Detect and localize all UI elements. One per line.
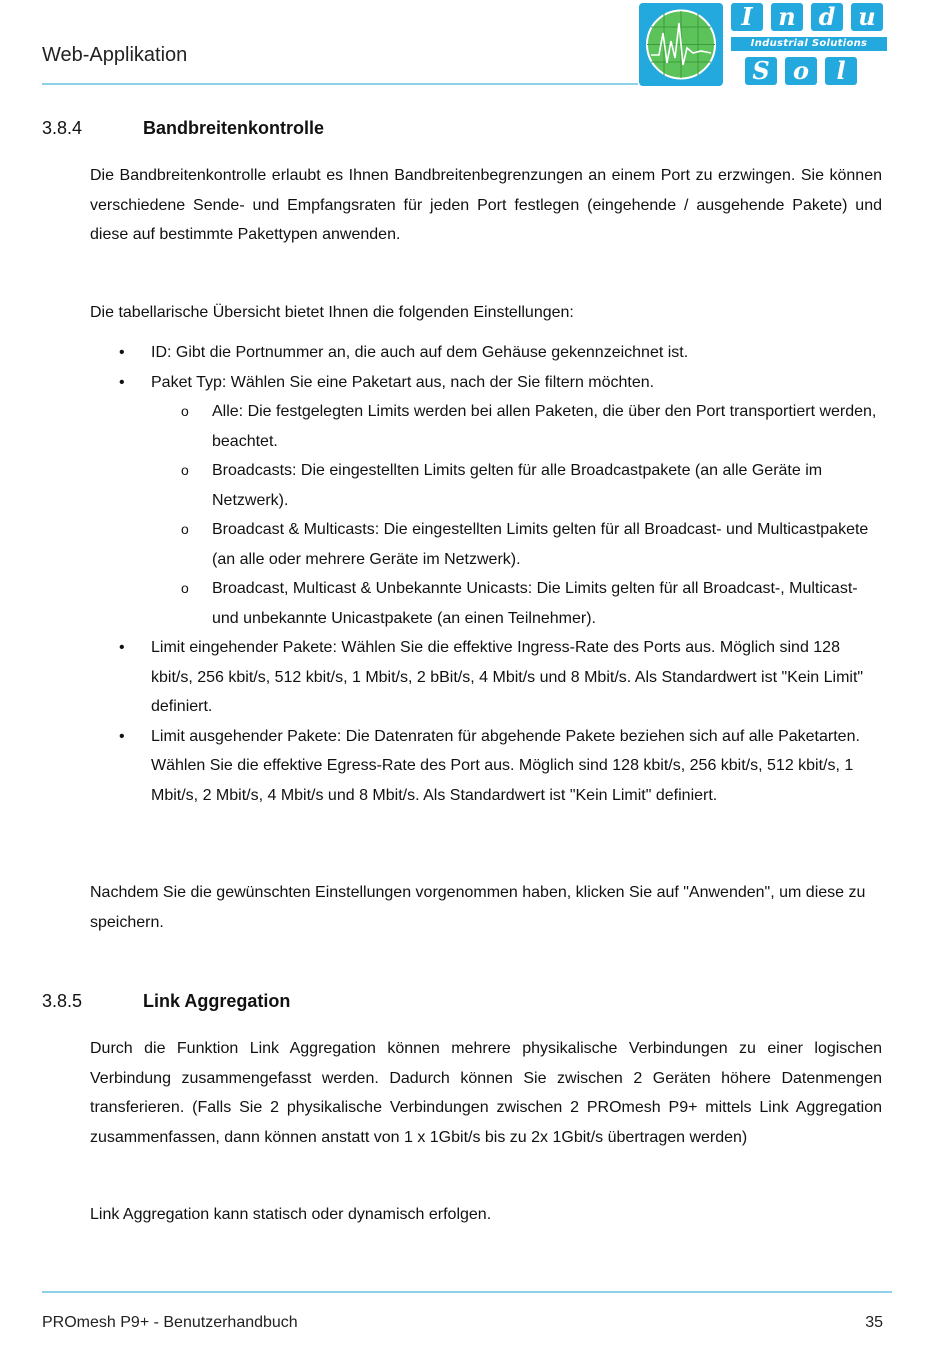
section-heading-3-8-5 <box>42 991 290 1012</box>
logo-wordmark <box>731 3 891 87</box>
page-number: 35 <box>865 1314 883 1331</box>
logo-letter: n <box>771 3 803 31</box>
section-number: 3.8.5 <box>42 991 83 1011</box>
indusol-logo <box>639 3 891 87</box>
section-title: Link Aggregation <box>143 991 291 1011</box>
sublist-item <box>151 515 882 574</box>
section-heading-3-8-4 <box>42 118 324 139</box>
closing-paragraph: Nachdem Sie die gewünschten Einstellungen vorgenommen haben, klicken Sie auf "Anwenden", um diese zu speichern. <box>90 884 866 931</box>
logo-letter: l <box>825 57 857 85</box>
sublist-item <box>151 574 882 633</box>
sublist-item <box>151 456 882 515</box>
list-item-id <box>90 338 882 368</box>
sublist-item-text: Alle: Die festgelegten Limits werden bei allen Paketen, die über den Port transportiert werden, beachtet. <box>212 403 877 450</box>
list-item-text: ID: Gibt die Portnummer an, die auch auf dem Gehäuse gekennzeichnet ist. <box>151 344 689 361</box>
section-title: Bandbreitenkontrolle <box>143 118 325 138</box>
list-item-text: Limit ausgehender Pakete: Die Datenraten für abgehende Pakete beziehen sich auf alle Paketarten. Wählen Sie die effektive Egress-Rate des Port aus. Möglich sind 128 kbit/s, 256 kbit/s, 512 kbit/s, 1 Mbit/s, 2 Mbit/s, 4 Mbit/s und 8 Mbit/s. Als Standardwert ist "Kein Limit" definiert. <box>151 727 860 804</box>
logo-tagline: Industrial Solutions <box>731 37 887 51</box>
logo-letter: S <box>745 57 777 85</box>
header-title: Web-Applikation <box>42 44 188 66</box>
list-item-limit-in <box>90 633 882 722</box>
logo-letter: o <box>785 57 817 85</box>
logo-letter: I <box>731 3 763 31</box>
sublist-item <box>151 397 882 456</box>
list-item-limit-out <box>90 722 882 811</box>
list-item-paket-typ <box>90 368 882 634</box>
bandwidth-intro-paragraph: Die Bandbreitenkontrolle erlaubt es Ihnen Bandbreitenbegrenzungen an einem Port zu erzwingen. Sie können verschiedene Sende- und Empfangsraten für jeden Port festlegen (eingehende / ausgehende Pakete) und diese auf bestimmte Pakettypen anwenden. <box>90 167 882 243</box>
footer-doc-title: PROmesh P9+ - Benutzerhandbuch <box>42 1314 298 1331</box>
list-item-text: Limit eingehender Pakete: Wählen Sie die effektive Ingress-Rate des Ports aus. Möglich sind 128 kbit/s, 256 kbit/s, 512 kbit/s, 1 Mbit/s, 2 bBit/s, 4 Mbit/s und 8 Mbit/s. Als Standardwert ist "Kein Limit" definiert. <box>151 639 864 715</box>
link-aggregation-modes-paragraph: Link Aggregation kann statisch oder dynamisch erfolgen. <box>90 1206 492 1223</box>
footer-rule <box>42 1291 892 1293</box>
sublist-item-text: Broadcast & Multicasts: Die eingestellten Limits gelten für all Broadcast- und Multicastpakete (an alle oder mehrere Geräte im Netzwerk). <box>212 521 869 568</box>
overview-paragraph: Die tabellarische Übersicht bietet Ihnen die folgenden Einstellungen: <box>90 304 574 321</box>
header-rule <box>42 83 638 85</box>
section-number: 3.8.4 <box>42 118 83 138</box>
link-aggregation-paragraph: Durch die Funktion Link Aggregation können mehrere physikalische Verbindungen zu einer logischen Verbindung zusammengefasst werden. Dadurch können Sie zwischen 2 Geräten höhere Datenmengen transferieren. (Falls Sie 2 physikalische Verbindungen zwischen 2 PROmesh P9+ mittels Link Aggregation zusammenfassen, dann können anstatt von 1 x 1Gbit/s bis zu 2x 1Gbit/s übertragen werden) <box>90 1040 882 1146</box>
paket-typ-sublist <box>151 397 882 633</box>
logo-letter: u <box>851 3 883 31</box>
settings-list <box>90 338 882 810</box>
sublist-item-text: Broadcast, Multicast & Unbekannte Unicasts: Die Limits gelten für all Broadcast-, Multicast- und unbekannte Unicastpakete (an einen Teilnehmer). <box>212 580 858 627</box>
globe-icon <box>639 3 723 86</box>
logo-letter: d <box>811 3 843 31</box>
list-item-text: Paket Typ: Wählen Sie eine Paketart aus, nach der Sie filtern möchten. <box>151 373 655 391</box>
sublist-item-text: Broadcasts: Die eingestellten Limits gelten für alle Broadcastpakete (an alle Geräte im Netzwerk). <box>212 462 823 509</box>
